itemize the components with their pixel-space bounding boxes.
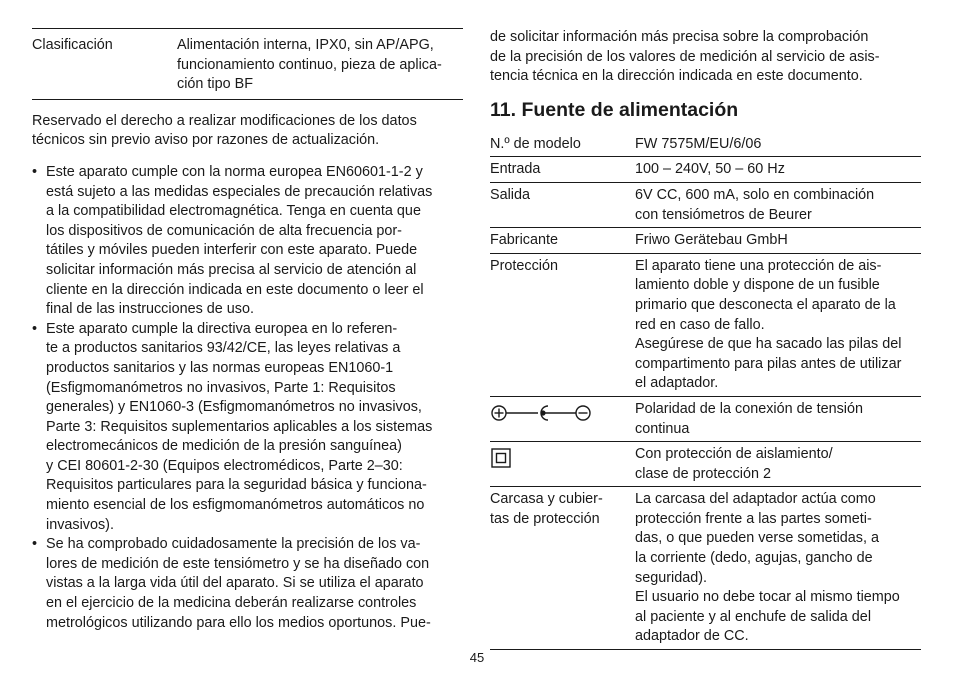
- right-column: [490, 0, 921, 650]
- list-item: [32, 163, 463, 320]
- table-row: [490, 396, 921, 441]
- bullet-icon: •: [32, 163, 38, 180]
- bullet-text: Este aparato cumple la directiva europea en lo referen- te a productos sanitarios 93/42/CE, las leyes relativas a productos sanitarios y las normas europeas EN1060-1 (Esfigmomanómetros no invasivos, Parte 1: Requisitos generales) y EN1060-3 (Esfigmomanómetros no invasivos, Parte 3: Requisitos suplementarios aplicables a los sistemas electromecánicos de medición de la presión sanguínea) y CEI 80601-2-30 (Equipos electromédicos, Parte 2–30: Requisitos particulares para la seguridad básica y funciona- miento esencial de los esfigmomanómetros automáticos no invasivos).: [46, 320, 433, 533]
- bullet-text: Se ha comprobado cuidadosamente la precisión de los va- lores de medición de este tensiómetro y se ha diseñado con vistas a la larga vida útil del aparato. Si se utiliza el aparato en el ejercicio de la medicina deberán realizarse controles metrológicos utilizando para ello los medios oportunos. Pue-: [46, 536, 431, 631]
- bullet-icon: •: [32, 320, 38, 337]
- row-value: Polaridad de la conexión de tensión continua: [635, 396, 921, 441]
- table-row: [490, 182, 921, 227]
- table-row: [490, 442, 921, 487]
- row-value: Friwo Gerätebau GmbH: [635, 228, 921, 254]
- classification-value: Alimentación interna, IPX0, sin AP/APG, funcionamiento continuo, pieza de aplica- ción tipo BF: [177, 37, 442, 93]
- row-label: Entrada: [490, 157, 635, 183]
- table-row: [490, 228, 921, 254]
- page-number: 45: [469, 650, 485, 665]
- list-item: [32, 535, 463, 633]
- classification-row: [32, 28, 463, 100]
- left-column: [32, 0, 463, 633]
- table-row: [490, 157, 921, 183]
- reserved-rights-text: Reservado el derecho a realizar modificaciones de los datos técnicos sin previo aviso por razones de actualización.: [32, 112, 417, 149]
- row-label: Carcasa y cubier- tas de protección: [490, 487, 635, 650]
- list-item: [32, 320, 463, 536]
- bullet-icon: •: [32, 536, 38, 553]
- section-title: 11. Fuente de alimentación: [490, 98, 739, 121]
- row-label: Fabricante: [490, 228, 635, 254]
- row-value: La carcasa del adaptador actúa como protección frente a las partes someti- das, o que pueden verse sometidas, a la corriente (dedo, agujas, gancho de seguridad). El usuario no debe tocar al mismo tiempo al paciente y al enchufe de salida del adaptador de CC.: [635, 487, 921, 650]
- symbol-cell: [490, 396, 635, 441]
- double-insulation-icon: [490, 445, 514, 471]
- row-value: FW 7575M/EU/6/06: [635, 132, 921, 157]
- row-value: 6V CC, 600 mA, solo en combinación con tensiómetros de Beurer: [635, 182, 921, 227]
- row-value: Con protección de aislamiento/ clase de protección 2: [635, 442, 921, 487]
- row-value: El aparato tiene una protección de ais- lamiento doble y dispone de un fusible primario que desconecta el aparato de la red en caso de fallo. Asegúrese de que ha sacado las pilas del compartimento para pilas antes de utilizar el adaptador.: [635, 253, 921, 396]
- symbol-cell: [490, 442, 635, 487]
- row-value: 100 – 240V, 50 – 60 Hz: [635, 157, 921, 183]
- table-row: [490, 487, 921, 650]
- bullet-text: Este aparato cumple con la norma europea EN60601-1-2 y está sujeto a las medidas especiales de precaución relativas a la compatibilidad electromagnética. Tenga en cuenta que los dispositivos de comunicación de alta frecuencia por- tátiles y móviles pueden interferir con este aparato. Puede solicitar información más precisa al servicio de atención al cliente en la dirección indicada en este documento o leer el final de las instrucciones de uso.: [46, 163, 433, 318]
- power-supply-table: [490, 132, 921, 650]
- polarity-icon: [490, 400, 600, 426]
- compliance-bullet-list: [32, 163, 463, 633]
- table-row: [490, 132, 921, 157]
- table-row: [490, 253, 921, 396]
- row-label: Protección: [490, 253, 635, 396]
- continuation-paragraph: de solicitar información más precisa sobre la comprobación de la precisión de los valores de medición al servicio de asis- tencia técnica en la dirección indicada en este documento.: [490, 29, 880, 85]
- classification-label: Clasificación: [32, 37, 113, 53]
- row-label: Salida: [490, 182, 635, 227]
- row-label: N.º de modelo: [490, 132, 635, 157]
